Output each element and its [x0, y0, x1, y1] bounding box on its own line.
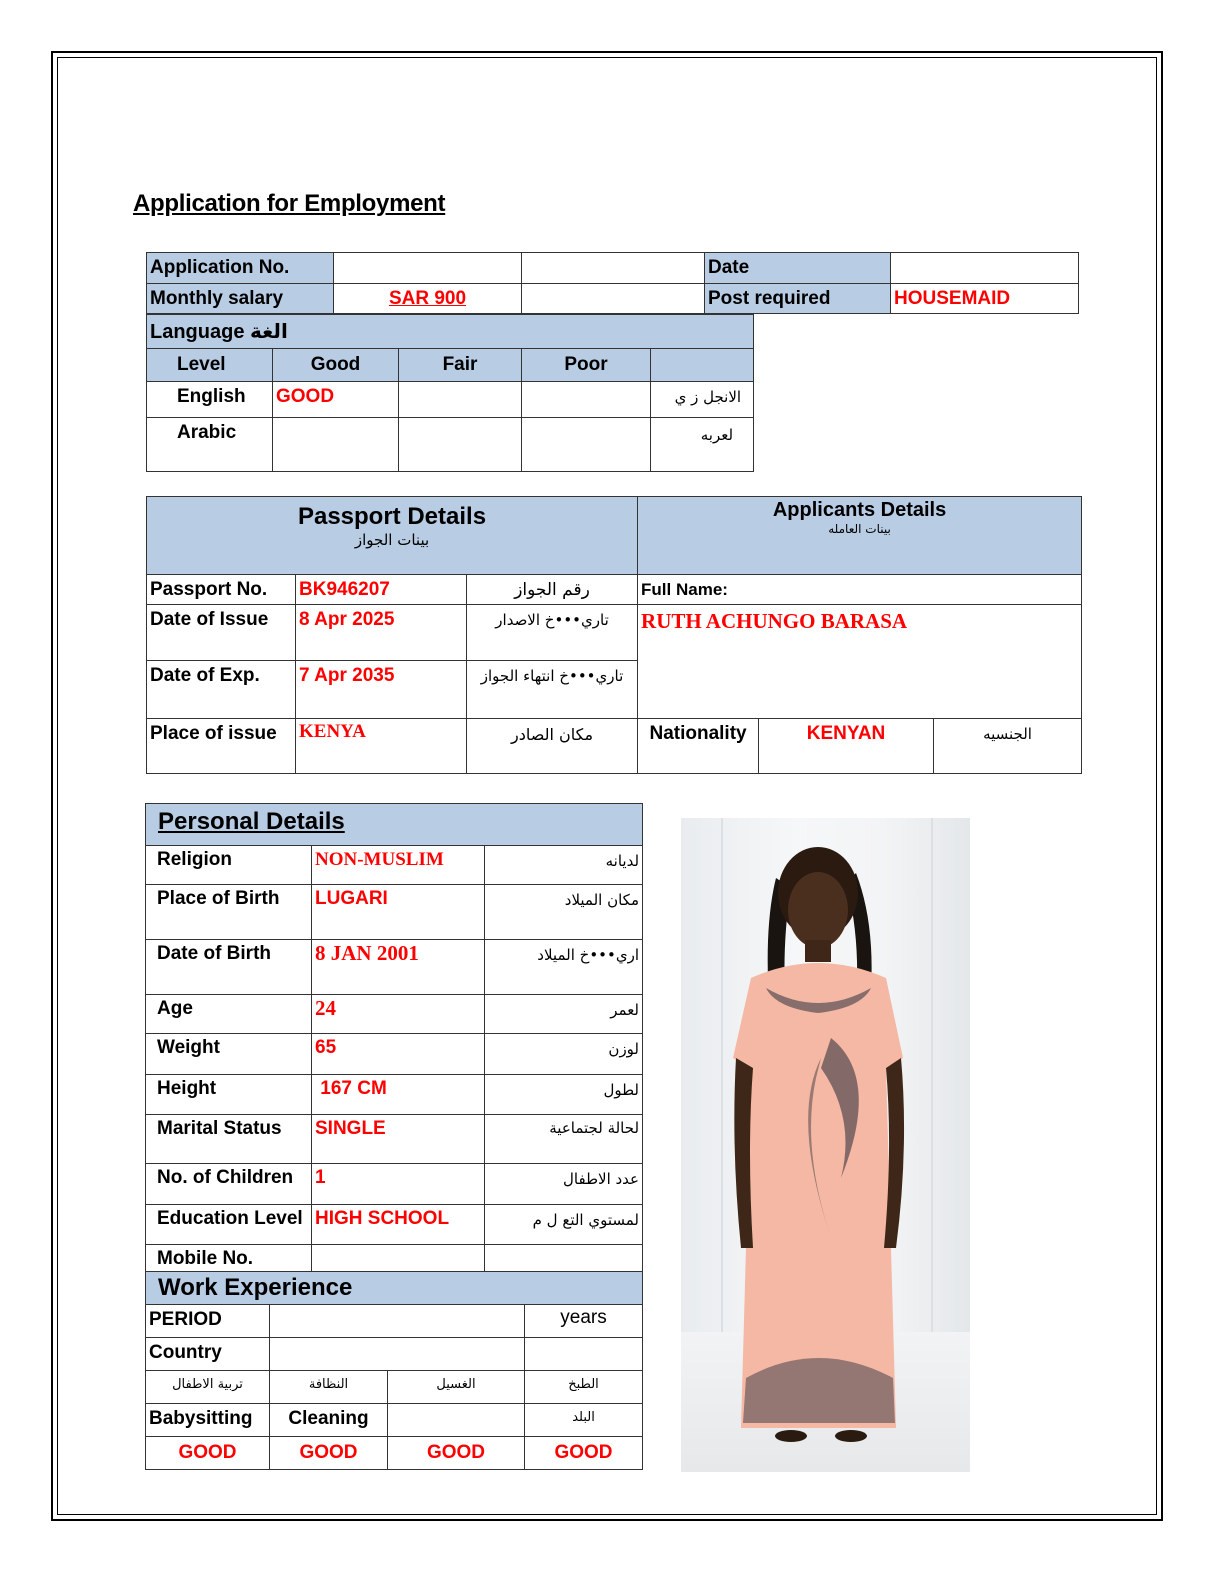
monthly-salary-value: SAR 900	[334, 284, 522, 314]
blank-cell	[522, 284, 705, 314]
date-of-exp-ar: تاري•••خ انتهاء الجواز	[467, 661, 638, 719]
date-of-birth-value: 8 JAN 2001	[312, 940, 485, 995]
nationality-ar: الجنسيه	[934, 719, 1082, 774]
place-of-issue-value: KENYA	[296, 719, 467, 774]
children-ar: عدد الاطفال	[485, 1164, 643, 1205]
monthly-salary-label: Monthly salary	[147, 284, 334, 314]
date-of-exp-value: 7 Apr 2035	[296, 661, 467, 719]
date-of-exp-label: Date of Exp.	[147, 661, 296, 719]
language-col-blank	[651, 349, 754, 382]
skill-cleaning-label: Cleaning	[270, 1404, 388, 1437]
language-arabic-label: Arabic	[147, 418, 273, 472]
children-value: 1	[312, 1164, 485, 1205]
religion-value: NON-MUSLIM	[312, 846, 485, 885]
applicant-photo	[681, 818, 970, 1472]
language-heading: Language الغة	[147, 315, 754, 349]
date-of-birth-ar: اري•••خ الميلاد	[485, 940, 643, 995]
marital-status-ar: لحالة لجتماعية	[485, 1115, 643, 1164]
passport-table	[146, 496, 1082, 774]
passport-heading: Passport Details	[297, 503, 487, 530]
language-arabic-poor	[522, 418, 651, 472]
skill-cooking-ar: الطبخ	[525, 1371, 643, 1404]
skill-country-ar: البلد	[525, 1404, 643, 1437]
nationality-label: Nationality	[638, 719, 759, 774]
language-english-good: GOOD	[273, 382, 399, 418]
mobile-label: Mobile No.	[146, 1245, 312, 1273]
nationality-value: KENYAN	[759, 719, 934, 774]
language-col-fair: Fair	[399, 349, 522, 382]
passport-no-ar: رقم الجواز	[467, 575, 638, 605]
religion-ar: لديانه	[485, 846, 643, 885]
date-of-issue-label: Date of Issue	[147, 605, 296, 661]
language-col-level: Level	[147, 349, 273, 382]
height-ar: لطول	[485, 1075, 643, 1115]
header-table	[146, 252, 1079, 314]
date-field[interactable]	[891, 253, 1079, 284]
period-field[interactable]	[270, 1305, 525, 1338]
page-title: Application for Employment	[133, 190, 446, 217]
age-value: 24	[312, 995, 485, 1034]
language-arabic-good	[273, 418, 399, 472]
education-label: Education Level	[146, 1205, 312, 1245]
passport-no-value: BK946207	[296, 575, 467, 605]
application-no-field[interactable]	[334, 253, 522, 284]
passport-no-label: Passport No.	[147, 575, 296, 605]
skill-cleaning-rating: GOOD	[270, 1437, 388, 1470]
age-ar: لعمر	[485, 995, 643, 1034]
skill-cooking-rating: GOOD	[525, 1437, 643, 1470]
post-required-value: HOUSEMAID	[891, 284, 1079, 314]
religion-label: Religion	[146, 846, 312, 885]
education-ar: لمستوي التع ل م	[485, 1205, 643, 1245]
language-arabic-fair	[399, 418, 522, 472]
skill-washing-label	[388, 1404, 525, 1437]
applicants-heading: Applicants Details	[772, 499, 947, 521]
blank-cell	[525, 1338, 643, 1371]
language-english-fair	[399, 382, 522, 418]
children-label: No. of Children	[146, 1164, 312, 1205]
application-no-label: Application No.	[147, 253, 334, 284]
place-of-birth-value: LUGARI	[312, 885, 485, 940]
language-arabic-arabic: لعربه	[651, 418, 754, 472]
age-label: Age	[146, 995, 312, 1034]
skill-babysitting-label: Babysitting	[146, 1404, 270, 1437]
full-name-label: Full Name:	[638, 575, 1082, 605]
country-label: Country	[146, 1338, 270, 1371]
height-value: 167 CM	[312, 1075, 485, 1115]
place-of-birth-ar: مكان الميلاد	[485, 885, 643, 940]
date-of-issue-value: 8 Apr 2025	[296, 605, 467, 661]
work-table	[145, 1271, 643, 1470]
place-of-issue-label: Place of issue	[147, 719, 296, 774]
language-english-poor	[522, 382, 651, 418]
applicants-heading-ar: بينات العامله	[828, 522, 891, 536]
marital-status-label: Marital Status	[146, 1115, 312, 1164]
skill-babysitting-rating: GOOD	[146, 1437, 270, 1470]
period-label: PERIOD	[146, 1305, 270, 1338]
full-name-value: RUTH ACHUNGO BARASA	[638, 605, 1082, 719]
years-label: years	[525, 1305, 643, 1338]
marital-status-value: SINGLE	[312, 1115, 485, 1164]
skill-washing-ar: الغسيل	[388, 1371, 525, 1404]
date-of-issue-ar: تاري•••خ الاصدار	[467, 605, 638, 661]
applicants-heading-cell	[638, 497, 1082, 575]
passport-heading-ar: بينات الجواز	[354, 531, 430, 549]
personal-heading: Personal Details	[146, 804, 643, 846]
post-required-label: Post required	[705, 284, 891, 314]
skill-washing-rating: GOOD	[388, 1437, 525, 1470]
passport-heading-cell	[147, 497, 638, 575]
language-col-good: Good	[273, 349, 399, 382]
skill-cleaning-ar: النظافة	[270, 1371, 388, 1404]
mobile-ar	[485, 1245, 643, 1273]
place-of-birth-label: Place of Birth	[146, 885, 312, 940]
weight-value: 65	[312, 1034, 485, 1075]
weight-label: Weight	[146, 1034, 312, 1075]
country-field[interactable]	[270, 1338, 525, 1371]
skill-babysitting-ar: تربية الاطفال	[146, 1371, 270, 1404]
place-of-issue-ar: مكان الصادر	[467, 719, 638, 774]
blank-cell	[522, 253, 705, 284]
language-table	[146, 314, 754, 472]
weight-ar: لوزن	[485, 1034, 643, 1075]
height-label: Height	[146, 1075, 312, 1115]
language-english-arabic: الانجل ز ي	[651, 382, 754, 418]
work-heading: Work Experience	[146, 1272, 643, 1305]
mobile-field[interactable]	[312, 1245, 485, 1273]
language-english-label: English	[147, 382, 273, 418]
date-of-birth-label: Date of Birth	[146, 940, 312, 995]
date-label: Date	[705, 253, 891, 284]
person-figure	[681, 818, 970, 1472]
education-value: HIGH SCHOOL	[312, 1205, 485, 1245]
language-col-poor: Poor	[522, 349, 651, 382]
personal-table	[145, 803, 643, 1273]
